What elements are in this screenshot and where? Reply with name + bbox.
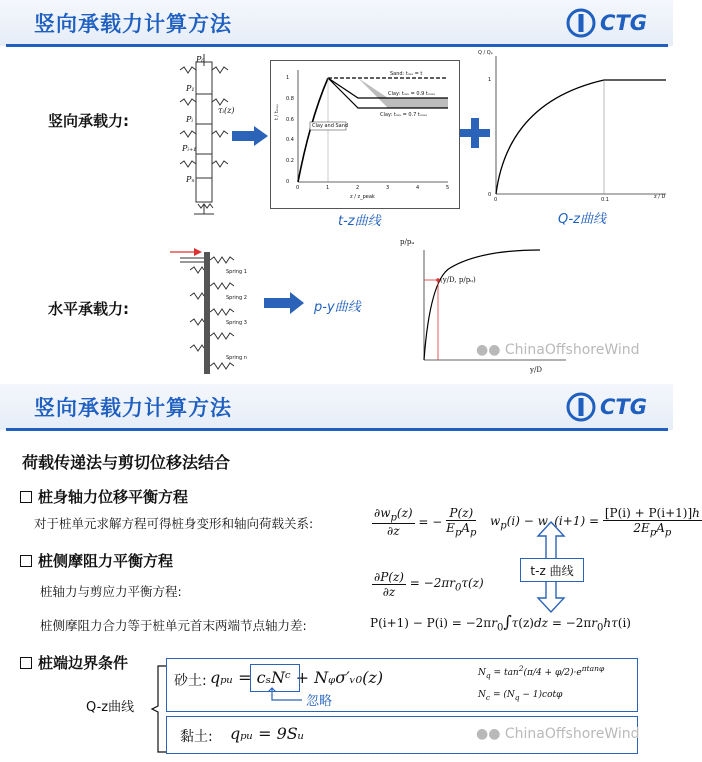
equation-dP-dz: $\frac{\partial P(z)}{\partial z}$ = $-2\pi r_0\tau(z)$: [374, 570, 484, 599]
slide1-title-rule: [6, 44, 668, 47]
qz-curve-label: Q-z曲线: [86, 700, 135, 715]
slide2-title: 竖向承载力计算方法: [34, 396, 232, 420]
pile-label-p1: P₁: [186, 84, 195, 93]
tz-legend-clay-09: Clay: tᵣₑₛ = 0.9 tₘₐₓ: [388, 91, 436, 97]
ctg-logo-text-2: CTG: [600, 395, 647, 419]
ctg-logo-2: [566, 392, 647, 422]
equation-wp-difference: $w_p(i) - w$ (i+1) = [P(i) + P(i+1)]h $2E_pA_p$: [490, 506, 700, 539]
tz-ytick-4: 0.8: [286, 95, 294, 102]
spring-label-3: Spring 3: [226, 320, 247, 326]
tz-xtick-0: 0: [296, 185, 300, 191]
qz-ylabel: Q / Qₚ: [478, 50, 493, 56]
plus-icon: [460, 118, 490, 148]
horizontal-capacity-label: 水平承载力:: [48, 300, 129, 318]
watermark-text-2: ChinaOffshoreWind: [504, 726, 640, 742]
qz-xlabel: z / D: [654, 194, 666, 200]
tz-xtick-2: 2: [356, 185, 360, 191]
tz-ytick-3: 0.6: [286, 116, 294, 123]
checkbox-icon-3: [20, 657, 32, 669]
qz-ytick-0: 0: [488, 192, 492, 198]
slide2-subtitle: 荷载传递法与剪切位移法结合: [22, 453, 231, 472]
ignore-arrow-icon: [266, 688, 306, 706]
section-axial-text: 对于桩单元求解方程可得桩身变形和轴向荷载关系:: [34, 516, 314, 531]
tz-xlabel: z / z_peak: [350, 194, 375, 200]
right-arrow-icon: [232, 126, 268, 146]
spring-label-2: Spring 2: [226, 295, 247, 301]
checkbox-icon-2: [20, 555, 32, 567]
section-axial-equilibrium-title: 桩身轴力位移平衡方程: [38, 488, 189, 506]
section-pile-tip-title: 桩端边界条件: [38, 654, 129, 672]
py-ylabel: p/pᵤ: [400, 238, 415, 246]
clay-label: 黏土:: [180, 729, 213, 745]
pile-label-pn: Pₙ: [186, 175, 195, 184]
tz-caption: t-z曲线: [338, 214, 381, 229]
section-side-friction-title: 桩侧摩阻力平衡方程: [38, 552, 174, 570]
ctg-emblem-icon-2: [566, 392, 596, 422]
ctg-emblem-icon: [566, 8, 596, 38]
tz-xtick-5: 5: [446, 185, 450, 191]
slide2-banner: [0, 384, 673, 430]
qz-xtick-01: 0.1: [601, 197, 609, 203]
checkbox-icon: [20, 491, 32, 503]
tz-legend-clay-07: Clay: tᵣₑₛ = 0.7 tₘₐₓ: [380, 112, 428, 118]
tz-ytick-0: 0: [286, 179, 290, 185]
spring-label-1: Spring 1: [226, 269, 247, 275]
tz-curve-box: [520, 558, 584, 582]
pile-label-tau: τᵢ(z): [218, 106, 235, 115]
sand-label: 砂土:: [174, 673, 207, 689]
watermark-1: [476, 342, 640, 358]
vertical-capacity-label: 竖向承载力:: [48, 112, 129, 130]
section-axial-equilibrium: [20, 486, 188, 507]
section-side-friction: [20, 550, 173, 571]
tz-ytick-2: 0.4: [286, 137, 294, 144]
py-xlabel: y/D: [530, 366, 542, 374]
tz-xtick-3: 3: [386, 185, 390, 191]
ignore-label: 忽略: [306, 694, 333, 709]
slide2-title-rule: [6, 428, 668, 431]
py-caption: p-y曲线: [314, 300, 361, 315]
watermark-text-1: ChinaOffshoreWind: [504, 342, 640, 358]
spring-label-n: Spring n: [226, 355, 247, 361]
tz-curve-box-label: t-z 曲线: [530, 563, 574, 578]
tz-legend-clay-sand: Clay and Sand: [312, 123, 349, 129]
equation-Nc: $N_c = (N_q - 1)\cot\varphi$: [478, 690, 563, 702]
section-side-text-2: 桩侧摩阻力合力等于桩单元首末两端节点轴力差:: [40, 618, 307, 633]
tz-ytick-1: 0.2: [286, 158, 294, 165]
qz-xtick-0: 0: [494, 197, 498, 203]
pile-label-p0: P₀: [196, 55, 205, 64]
pile-element-diagram: [178, 54, 238, 216]
pile-label-pi: Pᵢ: [186, 115, 193, 124]
section-pile-tip: [20, 652, 128, 673]
qz-ytick-1: 1: [488, 77, 492, 83]
wechat-icon-2: ●●: [476, 726, 501, 742]
slide1-banner: [0, 0, 673, 46]
equation-dw-dz: $\frac{\partial w_p(z)}{\partial z}$ = − P(z) $E_pA_p$: [374, 506, 477, 539]
section-side-text-1: 桩轴力与剪应力平衡方程:: [40, 584, 182, 599]
tz-legend-sand: Sand: tᵣₑₛ = t: [390, 71, 423, 77]
qz-caption: Q-z曲线: [558, 212, 606, 227]
tz-ylabel: t / tₘₐₓ: [274, 103, 280, 120]
right-arrow-icon-2: [264, 292, 304, 314]
equation-P-difference: $P(i+1) - P(i) = -2\pi r_0\int\tau(z)dz = -2\pi r_0h\tau(i)$: [370, 612, 631, 634]
sand-equation: qₚᵤ = cₛNᶜ + Nᵩσ′ᵥ₀(z): [210, 668, 384, 687]
tz-xtick-1: 1: [326, 185, 330, 191]
tz-ytick-5: 1: [286, 75, 290, 81]
py-point-label: (y/D, p/pᵤ): [440, 276, 476, 284]
ctg-logo-text: CTG: [600, 11, 647, 35]
clay-equation: qₚᵤ = 9Sᵤ: [230, 724, 305, 743]
wechat-icon: ●●: [476, 342, 501, 358]
tz-xtick-4: 4: [416, 185, 420, 191]
watermark-2: [476, 726, 640, 742]
pile-label-pi1: Pᵢ₊₁: [182, 144, 197, 153]
qz-chart: [488, 52, 670, 202]
ctg-logo: [566, 8, 647, 38]
slide1-title: 竖向承载力计算方法: [34, 12, 232, 36]
equation-Nq: $N_q = \tan^2(\pi/4 + \varphi/2)\cdot e^{\pi tan\varphi}$: [478, 664, 605, 680]
